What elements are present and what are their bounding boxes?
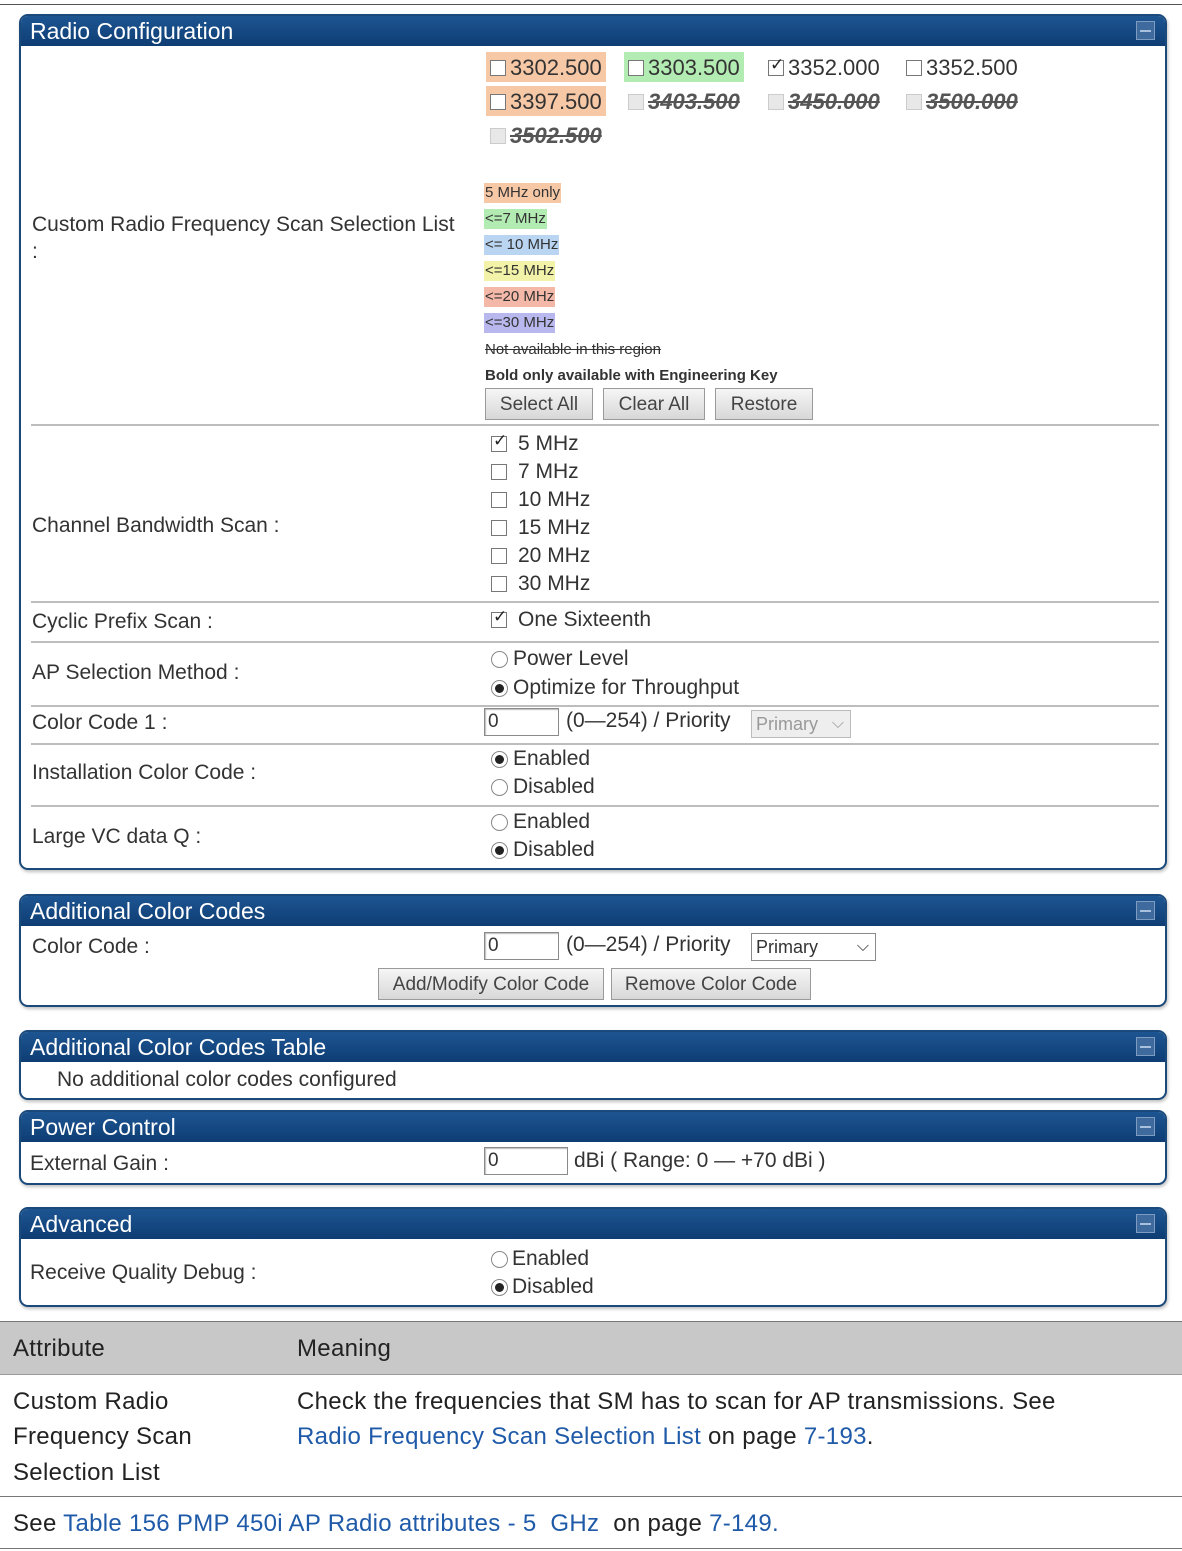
bandwidth-checkbox[interactable] (491, 576, 507, 592)
row-divider (31, 705, 1159, 707)
power-level-option: Power Level (513, 647, 629, 670)
cyclic-prefix-label: Cyclic Prefix Scan : (32, 610, 213, 633)
color-code-priority-select[interactable] (751, 933, 876, 961)
additional-color-codes-panel (19, 894, 1167, 1007)
row-divider (31, 601, 1159, 603)
collapse-icon[interactable] (1136, 1117, 1155, 1136)
bandwidth-scan-label: Channel Bandwidth Scan : (32, 514, 280, 537)
clear-all-button[interactable]: Clear All (603, 388, 705, 420)
power-level-radio[interactable] (491, 651, 508, 668)
bandwidth-option: 15 MHz (518, 516, 591, 539)
collapse-icon[interactable] (1136, 21, 1155, 40)
footer-suffix: . (771, 1510, 779, 1537)
frequency-label: 3303.500 (648, 55, 740, 80)
frequency-label: 3500.000 (926, 89, 1018, 114)
collapse-icon[interactable] (1136, 1214, 1155, 1233)
color-code-range: (0—254) / Priority (566, 933, 731, 956)
bandwidth-option: 7 MHz (518, 460, 579, 483)
cyclic-prefix-option: One Sixteenth (518, 608, 652, 631)
large-vc-disabled-radio[interactable] (491, 842, 508, 859)
large-vc-label: Large VC data Q : (32, 825, 202, 848)
frequency-label: 3397.500 (510, 89, 602, 114)
panel-title: Additional Color Codes (30, 898, 266, 924)
frequency-checkbox (490, 128, 506, 144)
attribute-column-header: Attribute (13, 1335, 106, 1362)
color-code-1-label: Color Code 1 : (32, 711, 168, 734)
frequency-checkbox (628, 94, 644, 110)
radio-freq-scan-link[interactable]: Radio Frequency Scan Selection List (297, 1423, 702, 1450)
bandwidth-option: 5 MHz (518, 432, 579, 455)
frequency-checkbox[interactable] (490, 94, 506, 110)
frequency-checkbox[interactable] (628, 60, 644, 76)
install-cc-enabled-option: Enabled (513, 747, 591, 770)
remove-color-code-button[interactable]: Remove Color Code (611, 968, 811, 1000)
installation-color-code-label: Installation Color Code : (32, 761, 257, 784)
row-divider (31, 743, 1159, 745)
frequency-checkbox (768, 94, 784, 110)
ap-selection-label: AP Selection Method : (32, 661, 240, 684)
frequency-label: 3352.500 (926, 55, 1018, 80)
frequency-label: 3502.500 (510, 123, 602, 148)
freq-scan-label: Custom Radio Frequency Scan Selection List : (32, 213, 455, 263)
engineering-key-note: Bold only available with Engineering Key (485, 367, 778, 384)
not-available-note: Not available in this region (485, 341, 661, 358)
panel-title: Additional Color Codes Table (30, 1034, 327, 1060)
priority-value: Primary (756, 937, 818, 957)
frequency-option (902, 52, 1022, 82)
large-vc-disabled-option: Disabled (513, 838, 595, 861)
frequency-checkbox[interactable] (768, 60, 784, 76)
frequency-label: 3450.000 (788, 89, 880, 114)
power-control-panel (19, 1110, 1167, 1185)
meaning-cell-line-2 (297, 1423, 874, 1451)
attribute-cell-line: Custom Radio (13, 1388, 169, 1415)
on-page-text: on page (701, 1423, 804, 1450)
radio-configuration-panel (19, 14, 1167, 870)
install-cc-disabled-option: Disabled (513, 775, 595, 798)
external-gain-range: dBi ( Range: 0 — +70 dBi ) (574, 1149, 826, 1172)
meaning-cell-text: Check the frequencies that SM has to scan for AP transmissions. See (297, 1388, 1056, 1415)
add-modify-color-code-button[interactable]: Add/Modify Color Code (378, 968, 604, 1000)
footer-note (13, 1510, 779, 1538)
install-cc-disabled-radio[interactable] (491, 779, 508, 796)
select-all-button[interactable]: Select All (485, 388, 593, 420)
optimize-throughput-option: Optimize for Throughput (513, 676, 740, 699)
large-vc-enabled-radio[interactable] (491, 814, 508, 831)
page-7-193-link[interactable]: 7-193 (803, 1423, 867, 1450)
frequency-option (764, 52, 884, 82)
footer-prefix: See (13, 1510, 64, 1537)
install-cc-enabled-radio[interactable] (491, 751, 508, 768)
frequency-checkbox[interactable] (490, 60, 506, 76)
rq-debug-enabled-option: Enabled (512, 1247, 590, 1270)
legend-entry: <=20 MHz (485, 288, 555, 305)
panel-header (21, 1112, 1165, 1142)
top-rule (0, 4, 1182, 5)
attribute-cell-line: Selection List (13, 1459, 160, 1486)
color-code-label: Color Code : (32, 935, 150, 958)
bandwidth-checkbox[interactable] (491, 464, 507, 480)
bandwidth-option: 30 MHz (518, 572, 591, 595)
page-bottom-rule (0, 1548, 1182, 1549)
meaning-column-header: Meaning (297, 1335, 392, 1362)
external-gain-input[interactable]: 0 (484, 1147, 568, 1175)
frequency-option (624, 52, 744, 82)
legend-entry: <= 10 MHz (485, 236, 559, 253)
legend-entry: 5 MHz only (485, 184, 561, 201)
legend-entry: <=15 MHz (485, 262, 555, 279)
bandwidth-option: 10 MHz (518, 488, 591, 511)
table-156-link[interactable]: Table 156 PMP 450i AP Radio attributes - 5 GHz (63, 1510, 600, 1537)
frequency-option (486, 52, 606, 82)
color-code-1-input[interactable]: 0 (484, 708, 559, 736)
frequency-label: 3403.500 (648, 89, 740, 114)
frequency-option (486, 86, 606, 116)
rq-debug-disabled-radio[interactable] (491, 1279, 508, 1296)
additional-color-codes-table-panel (19, 1030, 1167, 1100)
frequency-label: 3302.500 (510, 55, 602, 80)
bandwidth-checkbox[interactable] (491, 548, 507, 564)
legend-entry: <=30 MHz (485, 314, 555, 331)
restore-button[interactable]: Restore (715, 388, 813, 420)
external-gain-label: External Gain : (30, 1152, 169, 1175)
collapse-icon[interactable] (1136, 901, 1155, 920)
chevron-down-icon: ⌵ (856, 938, 869, 955)
cyclic-prefix-checkbox[interactable] (491, 612, 507, 628)
panel-header (21, 1032, 1165, 1062)
frequency-checkbox (906, 94, 922, 110)
receive-quality-debug-label: Receive Quality Debug : (30, 1261, 257, 1284)
bandwidth-checkbox[interactable] (491, 436, 507, 452)
panel-header (21, 16, 1165, 46)
frequency-option (902, 86, 1022, 116)
legend-entry: <=7 MHz (485, 210, 546, 227)
large-vc-enabled-option: Enabled (513, 810, 591, 833)
color-code-1-priority-select[interactable] (751, 710, 851, 738)
frequency-checkbox[interactable] (906, 60, 922, 76)
frequency-option (764, 86, 884, 116)
advanced-panel (19, 1207, 1167, 1307)
panel-header (21, 1209, 1165, 1239)
row-divider (31, 641, 1159, 643)
bandwidth-option: 20 MHz (518, 544, 591, 567)
empty-table-message: No additional color codes configured (57, 1068, 397, 1091)
frequency-option (486, 120, 606, 150)
frequency-option (624, 86, 744, 116)
panel-title: Advanced (30, 1211, 133, 1237)
attribute-table-header (0, 1321, 1182, 1375)
rq-debug-enabled-radio[interactable] (491, 1251, 508, 1268)
panel-title: Power Control (30, 1114, 176, 1140)
bandwidth-checkbox[interactable] (491, 520, 507, 536)
panel-title: Radio Configuration (30, 18, 234, 44)
row-divider (31, 424, 1159, 426)
frequency-label: 3352.000 (788, 55, 880, 80)
chevron-down-icon: ⌵ (831, 715, 844, 732)
period: . (866, 1423, 874, 1450)
priority-value: Primary (756, 714, 818, 734)
row-divider (31, 805, 1159, 807)
color-code-input[interactable]: 0 (484, 932, 559, 960)
color-code-1-range: (0—254) / Priority (566, 709, 731, 732)
rq-debug-disabled-option: Disabled (512, 1275, 594, 1298)
attribute-cell-line: Frequency Scan (13, 1423, 192, 1450)
collapse-icon[interactable] (1136, 1037, 1155, 1056)
optimize-throughput-radio[interactable] (491, 680, 508, 697)
footer-on-page: on page (599, 1510, 710, 1537)
bandwidth-checkbox[interactable] (491, 492, 507, 508)
panel-header (21, 896, 1165, 926)
table-bottom-rule (0, 1496, 1182, 1497)
page-7-149-link[interactable]: 7-149 (709, 1510, 772, 1537)
